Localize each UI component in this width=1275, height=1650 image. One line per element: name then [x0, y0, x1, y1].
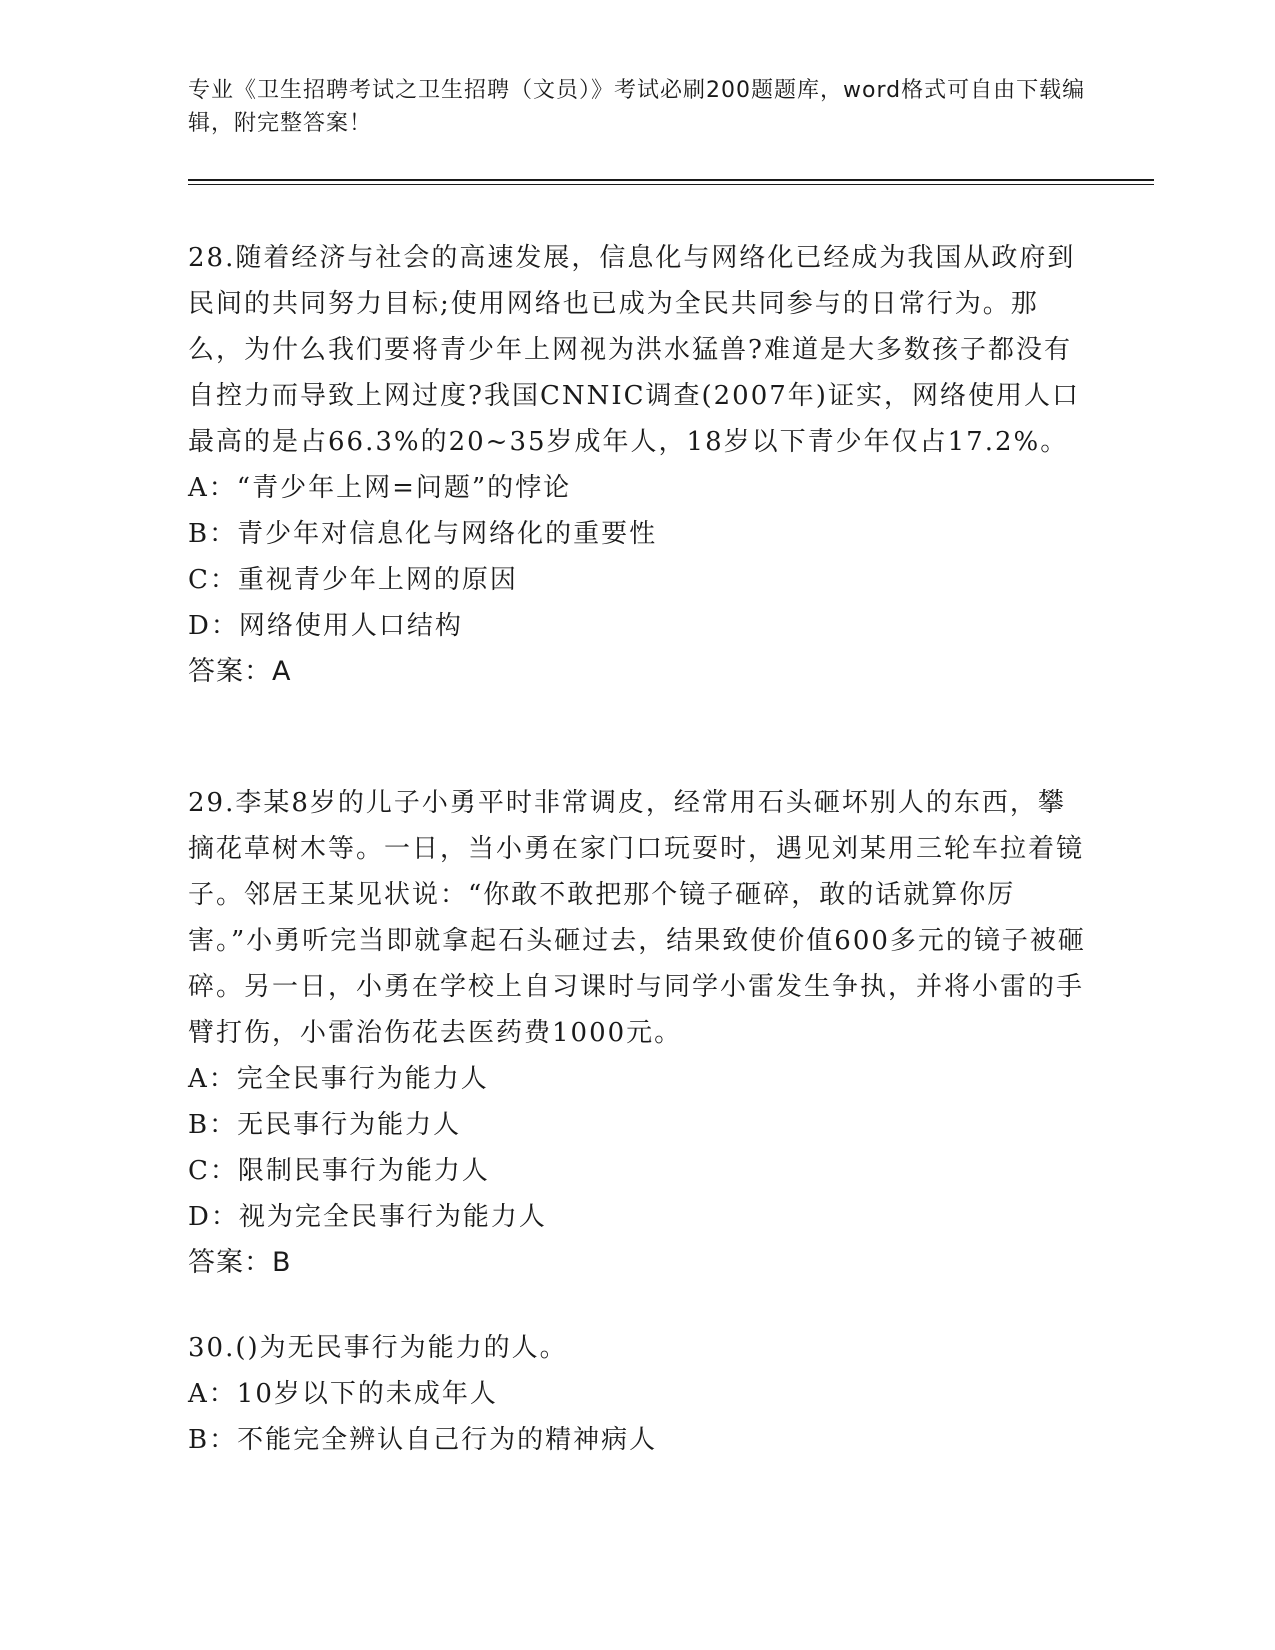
option-b: B：无民事行为能力人	[188, 1110, 462, 1140]
option-d: D：视为完全民事行为能力人	[188, 1202, 547, 1232]
option-a: A：“青少年上网=问题”的悖论	[188, 473, 572, 503]
option-c: C：限制民事行为能力人	[188, 1156, 490, 1186]
question-28	[188, 235, 1088, 695]
question-stem: 29.李某8岁的儿子小勇平时非常调皮，经常用石头砸坏别人的东西，攀摘花草树木等。一日，当小勇在家门口玩耍时，遇见刘某用三轮车拉着镜子。邻居王某见状说：“你敢不敢把那个镜子砸碎，敢的话就算你厉害。”小勇听完当即就拿起石头砸过去，结果致使价值600多元的镜子被砸碎。另一日，小勇在学校上自习课时与同学小雷发生争执，并将小雷的手臂打伤，小雷治伤花去医药费1000元。	[188, 788, 1086, 1048]
option-b: B：不能完全辨认自己行为的精神病人	[188, 1425, 658, 1455]
option-a: A：完全民事行为能力人	[188, 1064, 489, 1094]
option-a: A：10岁以下的未成年人	[188, 1379, 498, 1409]
answer-line: 答案：B	[188, 1247, 292, 1278]
option-d: D：网络使用人口结构	[188, 611, 463, 641]
option-b: B：青少年对信息化与网络化的重要性	[188, 519, 658, 549]
question-30	[188, 1325, 1088, 1463]
document-header: 专业《卫生招聘考试之卫生招聘（文员）》考试必刷200题题库，word格式可自由下载编辑，附完整答案！	[188, 78, 1086, 136]
question-stem: 28.随着经济与社会的高速发展，信息化与网络化已经成为我国从政府到民间的共同努力目标;使用网络也已成为全民共同参与的日常行为。那么，为什么我们要将青少年上网视为洪水猛兽?难道是大多数孩子都没有自控力而导致上网过度?我国CNNIC调查(2007年)证实，网络使用人口最高的是占66.3%的20~35岁成年人，18岁以下青少年仅占17.2%。	[188, 243, 1080, 457]
header-divider-thick	[188, 179, 1154, 181]
header-divider-thin	[188, 184, 1154, 185]
question-stem: 30.()为无民事行为能力的人。	[188, 1333, 568, 1363]
option-c: C：重视青少年上网的原因	[188, 565, 518, 595]
answer-line: 答案：A	[188, 656, 292, 687]
question-29	[188, 780, 1088, 1286]
